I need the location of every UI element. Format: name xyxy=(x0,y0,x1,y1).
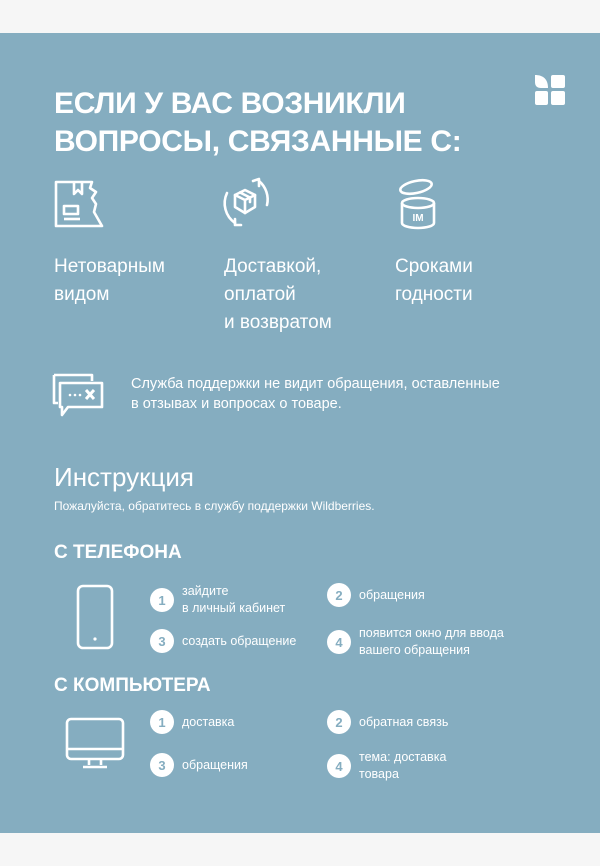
topic-label-line: оплатой xyxy=(224,284,296,305)
step-number-badge: 2 xyxy=(327,710,351,734)
step-text xyxy=(182,714,234,731)
info-panel xyxy=(0,33,600,833)
svg-text:IM: IM xyxy=(412,213,424,224)
step-text xyxy=(182,583,285,617)
computer-section-title: С КОМПЬЮТЕРА xyxy=(54,675,211,696)
smartphone-icon xyxy=(76,584,114,650)
computer-step-2 xyxy=(327,709,448,735)
topic-label-line: Нетоварным xyxy=(54,256,165,277)
instruction-title: Инструкция xyxy=(54,462,194,492)
topic-delivery-payment-return xyxy=(224,253,332,337)
computer-step-4 xyxy=(327,749,446,783)
topic-label-line: Доставкой, xyxy=(224,256,322,277)
step-text-line: появится окно для ввода xyxy=(359,626,504,640)
step-text xyxy=(359,587,425,604)
damaged-box-icon xyxy=(50,176,110,236)
computer-step-3 xyxy=(150,752,248,778)
step-text xyxy=(182,757,248,774)
phone-step-2 xyxy=(327,582,425,608)
step-number-badge: 2 xyxy=(327,583,351,607)
step-text-line: зайдите xyxy=(182,584,229,598)
step-text xyxy=(359,625,504,659)
chat-bubbles-cross-icon xyxy=(52,373,104,419)
topic-product-appearance xyxy=(54,253,165,309)
support-note xyxy=(131,374,500,414)
note-line: в отзывах и вопросах о товаре. xyxy=(131,396,342,412)
step-text xyxy=(359,714,448,731)
step-number-badge: 3 xyxy=(150,753,174,777)
step-number-badge: 1 xyxy=(150,588,174,612)
instruction-subtitle: Пожалуйста, обратитесь в службу поддержки Wildberries. xyxy=(54,499,375,513)
step-number-badge: 3 xyxy=(150,629,174,653)
step-number-badge: 4 xyxy=(327,754,351,778)
step-text-line: доставка xyxy=(182,714,235,729)
topic-label-line: годности xyxy=(395,284,473,305)
note-line: Служба поддержки не видит обращения, оставленные xyxy=(131,376,500,392)
step-text-line: создать обращение xyxy=(182,633,297,648)
step-text-line: товара xyxy=(359,767,399,781)
phone-section-title: С ТЕЛЕФОНА xyxy=(54,542,182,563)
title-line-2: ВОПРОСЫ, СВЯЗАННЫЕ С: xyxy=(54,125,462,158)
step-text-line: обратная связь xyxy=(359,714,449,729)
step-text-line: обращения xyxy=(182,757,248,772)
step-text-line: обращения xyxy=(359,587,425,602)
step-text-line: вашего обращения xyxy=(359,643,470,657)
step-number-badge: 4 xyxy=(327,630,351,654)
box-exchange-icon xyxy=(215,173,275,233)
step-text xyxy=(359,749,446,783)
page-title xyxy=(54,85,461,161)
phone-step-4 xyxy=(327,625,504,659)
topic-label-line: и возвратом xyxy=(224,312,332,333)
open-can-icon xyxy=(394,173,454,233)
title-line-1: ЕСЛИ У ВАС ВОЗНИКЛИ xyxy=(54,87,406,120)
step-text-line: тема: доставка xyxy=(359,750,447,764)
wildberries-logo-icon xyxy=(533,73,567,107)
topic-expiration-dates xyxy=(395,253,473,309)
computer-step-1 xyxy=(150,709,234,735)
phone-step-1 xyxy=(150,583,285,617)
step-text-line: в личный кабинет xyxy=(182,601,286,615)
monitor-icon xyxy=(65,717,125,773)
topic-label-line: Сроками xyxy=(395,256,473,277)
topic-label-line: видом xyxy=(54,284,110,305)
step-number-badge: 1 xyxy=(150,710,174,734)
phone-step-3 xyxy=(150,628,296,654)
step-text xyxy=(182,633,296,650)
